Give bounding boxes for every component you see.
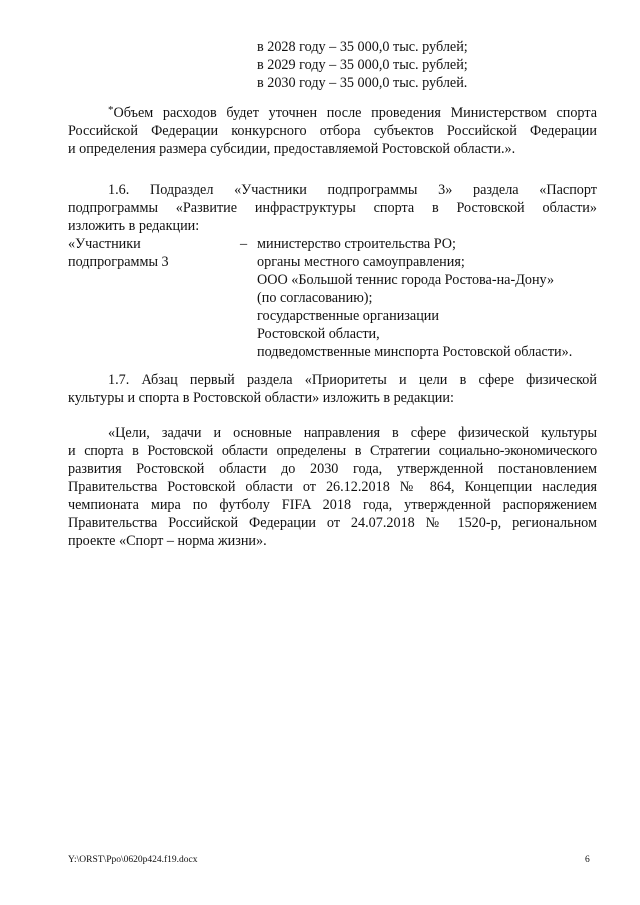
footnote-line: и определения размера субсидии, предоставляемой Ростовской области.». — [68, 141, 516, 157]
item-1-6-paragraph — [68, 181, 597, 235]
item-1-7-line: 1.7. Абзац первый раздела «Приоритеты и цели в сфере физической — [108, 372, 597, 388]
participants-label: «Участники — [68, 236, 141, 252]
quote-line: и спорта в Ростовской области определены в Стратегии социально-экономического — [68, 443, 597, 459]
participant-item: ООО «Большой теннис города Ростова-на-Дону» — [257, 272, 555, 288]
quote-line: Правительства Российской Федерации от 24.07.2018 № 1520-р, региональном — [68, 515, 597, 531]
footnote — [68, 101, 597, 158]
participant-item: (по согласованию); — [257, 290, 373, 306]
page-number: 6 — [585, 855, 590, 865]
participant-item: государственные организации — [257, 308, 439, 324]
item-1-6-line: изложить в редакции: — [68, 218, 200, 234]
quoted-paragraph — [68, 424, 597, 550]
participant-item: органы местного самоуправления; — [257, 254, 465, 270]
participant-item: министерство строительства РО; — [257, 236, 456, 252]
item-1-6-line: подпрограммы «Развитие инфраструктуры спорта в Ростовской области» — [68, 200, 597, 216]
participant-item: Ростовской области, — [257, 326, 380, 342]
footnote-line: Объем расходов будет уточнен после проведения Министерством спорта — [113, 105, 597, 121]
quote-line: Правительства Ростовской области от 26.12.2018 № 864, Концепции наследия — [68, 479, 597, 495]
expense-line-2028: в 2028 году – 35 000,0 тыс. рублей; — [257, 39, 468, 55]
item-1-7-line: культуры и спорта в Ростовской области» изложить в редакции: — [68, 390, 454, 406]
participants-label: подпрограммы 3 — [68, 254, 169, 270]
footer-file-path: Y:\ORST\Ppo\0620p424.f19.docx — [68, 855, 198, 865]
item-1-7-paragraph — [68, 371, 597, 407]
expense-line-2029: в 2029 году – 35 000,0 тыс. рублей; — [257, 57, 468, 73]
quote-line: развития Ростовской области до 2030 года, утвержденной постановлением — [68, 461, 597, 477]
participants-dash: – — [240, 236, 248, 252]
expense-line-2030: в 2030 году – 35 000,0 тыс. рублей. — [257, 75, 468, 91]
quote-line: чемпионата мира по футболу FIFA 2018 года, утвержденной распоряжением — [68, 497, 597, 513]
quote-line: проекте «Спорт – норма жизни». — [68, 533, 267, 549]
footnote-line: Российской Федерации конкурсного отбора субъектов Российской Федерации — [68, 123, 597, 139]
item-1-6-line: 1.6. Подраздел «Участники подпрограммы 3» раздела «Паспорт — [108, 182, 597, 198]
quote-line: «Цели, задачи и основные направления в сфере физической культуры — [108, 425, 597, 441]
footnote-mark: * — [108, 104, 114, 116]
participant-item: подведомственные минспорта Ростовской области». — [257, 344, 573, 360]
